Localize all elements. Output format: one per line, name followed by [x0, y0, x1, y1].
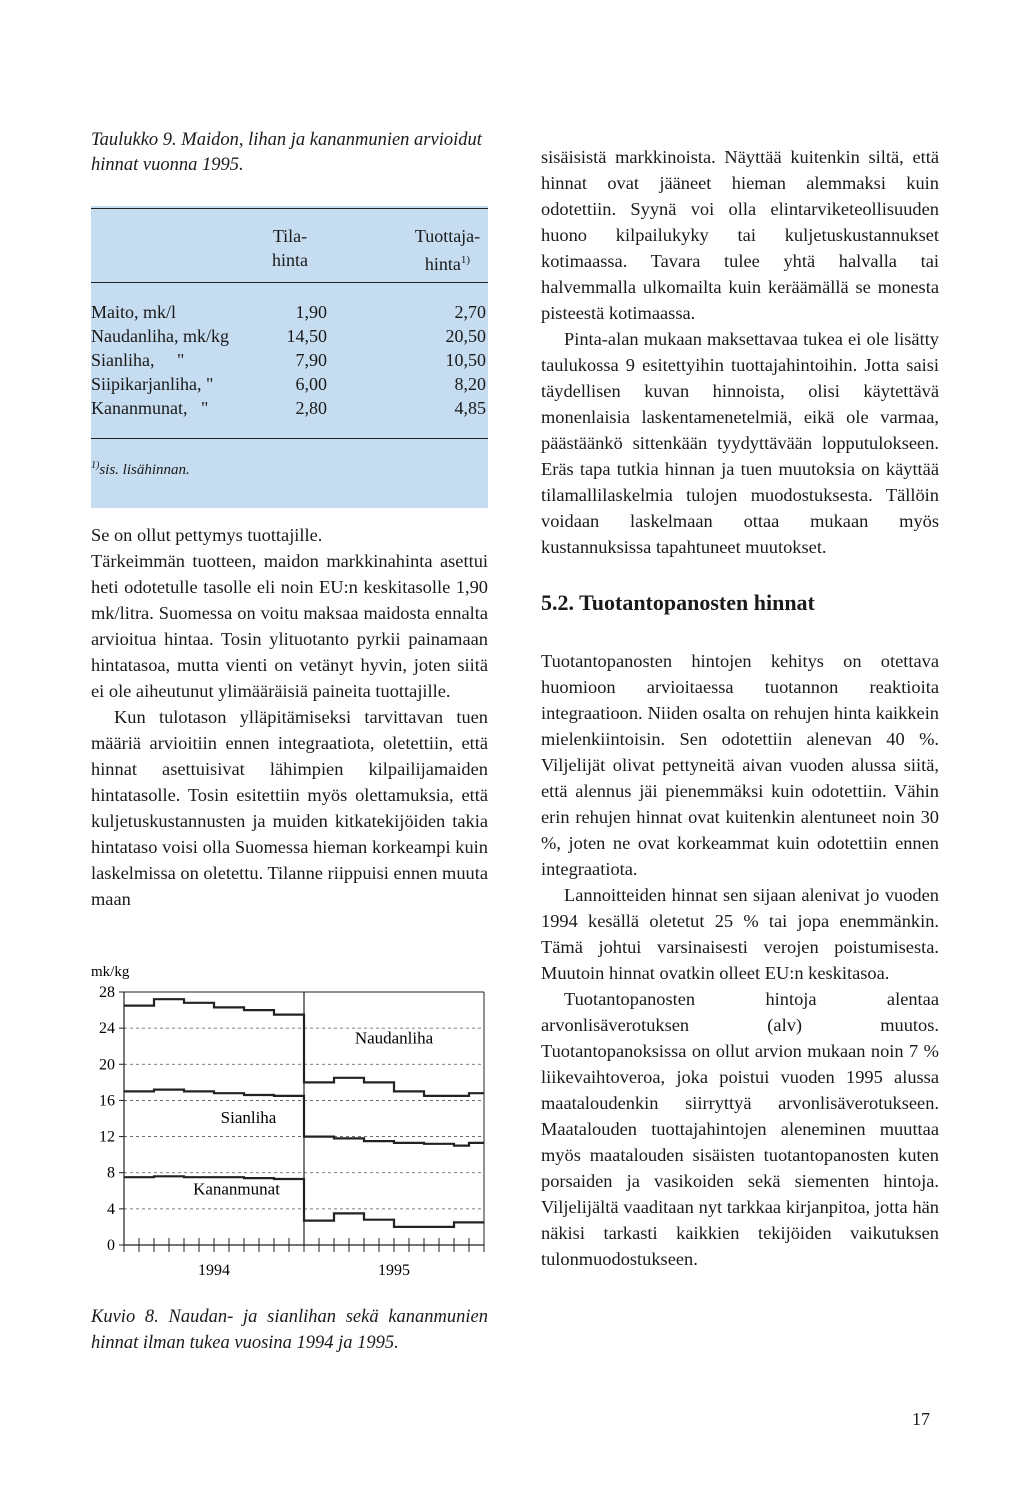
header-footnote-mark: 1)	[460, 254, 471, 266]
left-body-text	[91, 522, 488, 912]
y-tick-label: 24	[99, 1020, 115, 1038]
table-row	[91, 396, 488, 420]
price-chart	[80, 955, 500, 1290]
right-paragraph-2: Pinta-alan mukaan maksettavaa tukea ei ole lisätty taulukossa 9 esitettyihin tuottajahintoihin. Jotta saisi täydellisen kuvan hinnoista, olisi käytettävä monenlaisia laskentamenetelmiä, eikä ole varmaa, päästäänkö sittenkään tyydyttävään lopputulokseen. Eräs tapa tutkia hinnan ja tuen muutoksia on käyttää tilamallilaskelmia tulojen muodostuksesta. Tällöin voidaan laskelmaan ottaa mukaan myös kustannuksissa tapahtuneet muutokset.	[541, 329, 939, 557]
header-tuottaja-line2: hinta	[424, 254, 461, 274]
y-tick-label: 8	[107, 1164, 115, 1182]
left-paragraph-3: Kun tulotason ylläpitämiseksi tarvittavan tuen määriä arvioitiin ennen integraatiota, oletettiin, että hinnat asettuisivat lähimpien kilpailijamaiden hintatasolle. Tosin esitettiin myös olettamuksia, että kuljetuskustannusten ja muiden kitkatekijöiden takia hintataso voisi olla Suomessa hieman korkeampi kuin laskelmissa on oletettu. Tilanne riippuisi ennen muuta maan	[91, 707, 488, 909]
row-tila: 6,00	[295, 374, 327, 394]
y-tick-label: 12	[99, 1128, 115, 1146]
chart-series-labels	[193, 1029, 434, 1199]
row-tuottaja: 20,50	[445, 326, 486, 346]
row-tila: 1,90	[295, 302, 327, 322]
row-label: Kananmunat, "	[91, 398, 209, 418]
row-label: Siipikarjanliha, "	[91, 374, 214, 394]
series-line-1	[124, 999, 484, 1096]
right-paragraph-4: Lannoitteiden hinnat sen sijaan alenivat jo vuoden 1994 kesällä oletetut 25 % tai jopa enemmänkin. Tämä johtui varsinaisesti verojen poistumisesta. Muutoin hinnat ovatkin olleet EU:n keskitasoa.	[541, 885, 939, 983]
section-heading: 5.2. Tuotantopanosten hinnat	[541, 590, 815, 615]
table-row	[91, 348, 488, 372]
page-number: 17	[912, 1409, 930, 1429]
table-bottom-rule	[91, 438, 488, 439]
y-tick-label: 20	[99, 1056, 115, 1074]
right-paragraph-5: Tuotantopanosten hintoja alentaa arvonlisäverotuksen (alv) muutos. Tuotantopanoksissa on ollut arvion mukaan noin 7 % liikevaihtoveroa, joka poistui vuoden 1995 alussa maataloudenkin siirryttyä arvonlisäverotukseen. Maatalouden tuottajahintojen aleneminen muuttaa myös maatalouden sisäisten tuotantopanosten kuten porsaiden ja vasikoiden sekä siementen hintoja. Viljelijältä vaaditaan nyt tarkkaa kirjanpitoa, jotta hän näkisi tarkasti kaikkien tekijöiden vaikutuksen tulonmuodostukseen.	[541, 989, 939, 1269]
series-label: Sianliha	[220, 1108, 277, 1128]
footnote-text: sis. lisähinnan.	[99, 462, 190, 478]
y-tick-label: 0	[107, 1237, 115, 1254]
row-tuottaja: 8,20	[454, 374, 486, 394]
year-label: 1994	[198, 1262, 230, 1279]
chart-xticks	[124, 1238, 484, 1279]
chart-yticks	[99, 984, 124, 1254]
table-row	[91, 324, 488, 348]
row-tuottaja: 2,70	[454, 302, 486, 322]
chart-ylabel: mk/kg	[91, 964, 130, 980]
y-tick-label: 16	[99, 1092, 115, 1110]
y-tick-label: 28	[99, 984, 115, 1001]
header-tuottaja-line1: Tuottaja-	[414, 226, 481, 246]
y-tick-label: 4	[107, 1200, 115, 1218]
series-line-3	[124, 1176, 484, 1227]
series-label: Kananmunat	[193, 1179, 280, 1199]
table-header-tuottaja	[395, 224, 500, 276]
figure-caption: Kuvio 8. Naudan- ja sianlihan sekä kananmunien hinnat ilman tukea vuosina 1994 ja 1995.	[91, 1307, 488, 1353]
table-caption-block	[91, 128, 488, 178]
left-paragraph-1: Se on ollut pettymys tuottajille.	[91, 525, 323, 545]
row-label: Naudanliha, mk/kg	[91, 326, 229, 346]
series-line-2	[124, 1090, 484, 1146]
table-row	[91, 372, 488, 396]
header-tila-line1: Tila-	[272, 226, 308, 246]
table-row	[91, 300, 488, 324]
table-footnote	[91, 460, 190, 479]
row-tila: 7,90	[295, 350, 327, 370]
series-label: Naudanliha	[354, 1028, 434, 1048]
table-header-rule	[91, 282, 488, 283]
row-tuottaja: 4,85	[454, 398, 486, 418]
row-tila: 2,80	[295, 398, 327, 418]
row-tuottaja: 10,50	[445, 350, 486, 370]
right-paragraph-3: Tuotantopanosten hintojen kehitys on otettava huomioon arvioitaessa tuotannon reaktioita integraatioon. Niiden osalta on rehujen hinta kaikkein mielenkiintoisin. Sen odotettiin alenevan 40 %. Viljelijät olivat pettyneitä aivan vuoden alussa siitä, että alennus jäi pienemmäksi kuin odotettiin. Vähin erin rehujen hinnat ovat kuitenkin alentuneet noin 30 %, joten ne ovat korkeammat kuin odotettiin ennen integraatiota.	[541, 651, 939, 879]
table-top-rule	[91, 208, 488, 209]
table-header-tila	[245, 224, 335, 272]
footnote-mark: 1)	[91, 460, 100, 471]
header-tila-line2: hinta	[272, 250, 308, 270]
right-paragraph-1: sisäisistä markkinoista. Näyttää kuitenkin siltä, että hinnat ovat jääneet hieman alemmaksi kuin odotettiin. Syynä voi olla elintarviketeollisuuden huono kilpailukyky tai kuljetuskustannukset kotimaassa. Tavara tulee yhtä halvalla tai halvemmalla ulkomailta kuin keräämällä se monesta pisteestä kotimaassa.	[541, 147, 939, 323]
year-label: 1995	[378, 1262, 410, 1279]
left-paragraph-2: Tärkeimmän tuotteen, maidon markkinahinta asettui heti odotetulle tasolle eli noin EU:n keskitasolle 1,90 mk/litra. Suomessa on voitu maksaa maidosta ennalta arvioitua hintaa. Tosin ylituotanto pyrkii painamaan hintatasoa, mutta vienti on vetänyt hyvin, joten siitä ei ole aiheutunut ylimääräisiä paineita tuottajille.	[91, 551, 488, 701]
right-body-text	[541, 144, 939, 1272]
table-caption: Taulukko 9. Maidon, lihan ja kananmunien arvioidut hinnat vuonna 1995.	[91, 130, 482, 175]
row-label: Sianliha, "	[91, 350, 185, 370]
row-label: Maito, mk/l	[91, 302, 176, 322]
row-tila: 14,50	[286, 326, 327, 346]
